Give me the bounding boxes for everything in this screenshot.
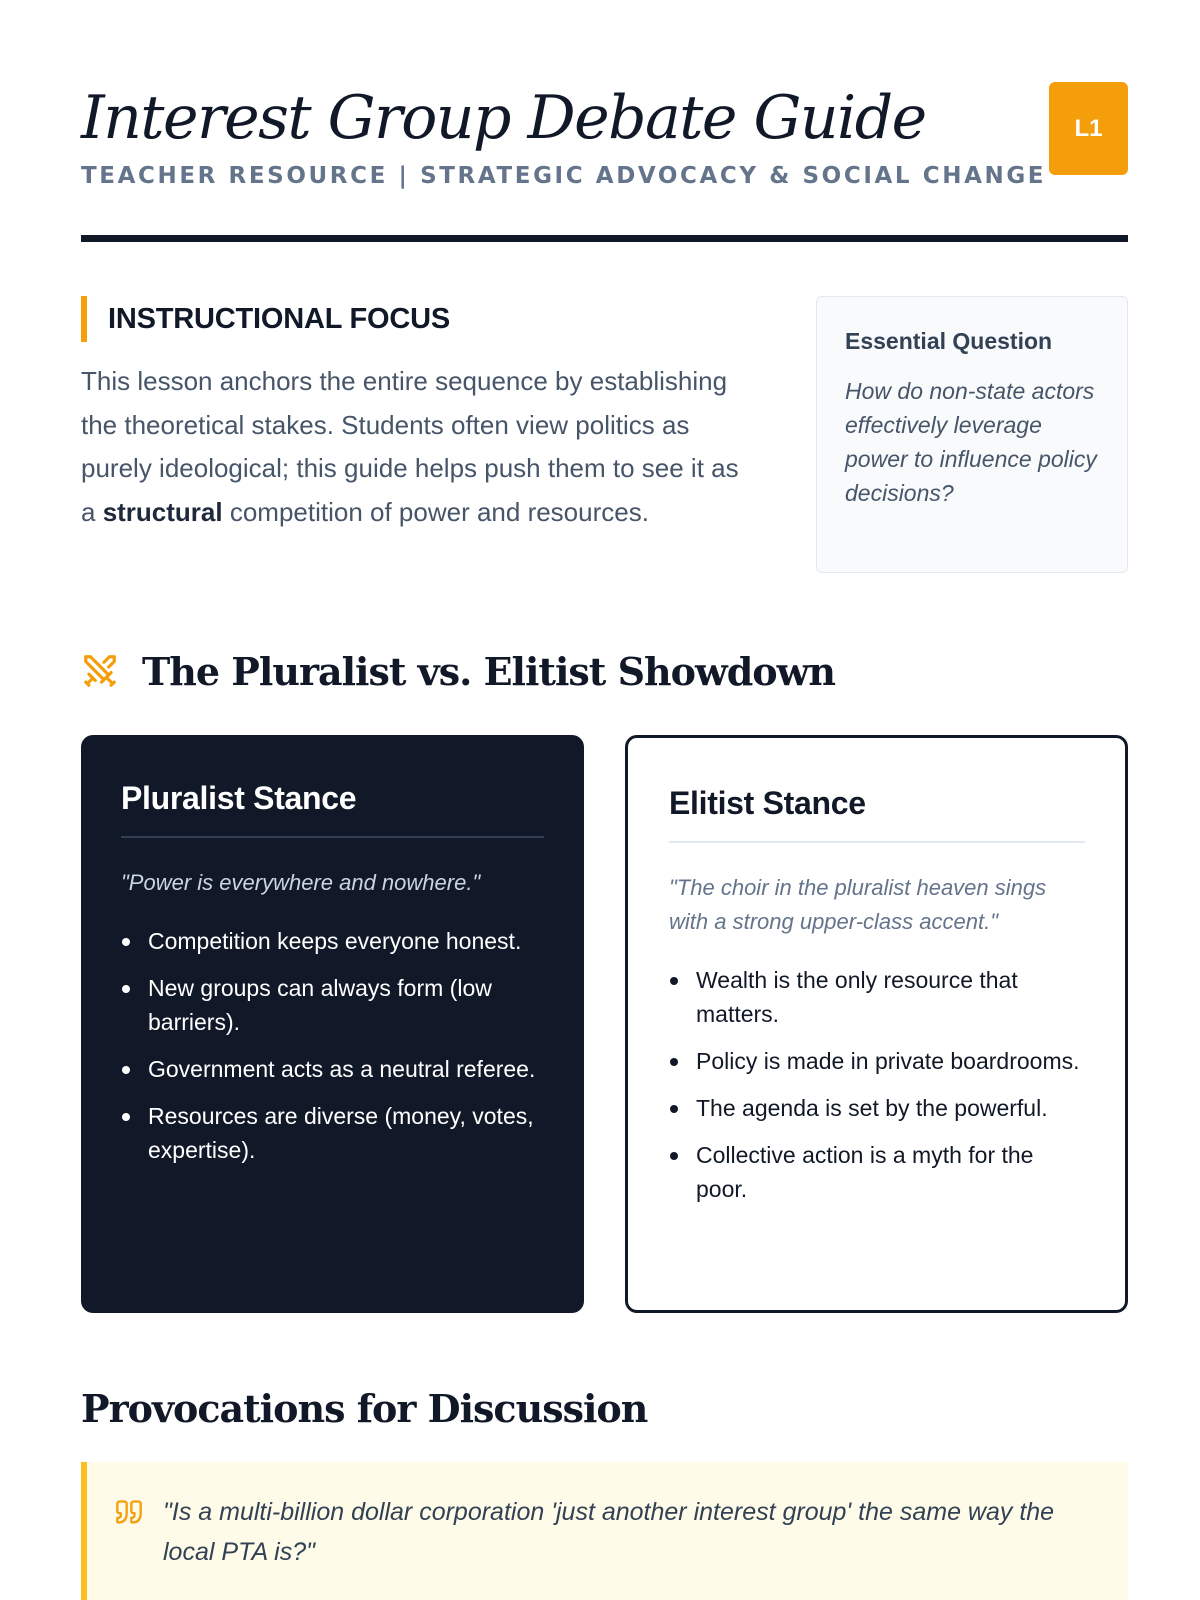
list-item: Government acts as a neutral referee. — [121, 1052, 544, 1086]
essential-question-title: Essential Question — [845, 328, 1053, 354]
showdown-heading — [81, 643, 835, 699]
elitist-title: Elitist Stance — [669, 785, 866, 821]
essential-question-card — [816, 296, 1128, 573]
focus-heading — [81, 296, 741, 342]
list-item: Wealth is the only resource that matters. — [669, 963, 1085, 1031]
pluralist-stance-card — [81, 735, 584, 1313]
quote-icon — [115, 1498, 143, 1526]
focus-body-end: competition of power and resources. — [222, 496, 649, 527]
provocation-callout — [81, 1462, 1128, 1600]
focus-body-emphasis: structural — [102, 496, 223, 527]
header-divider — [81, 235, 1128, 242]
crossed-swords-icon — [81, 652, 119, 690]
essential-question-text: How do non-state actors effectively leverage power to influence policy decisions? — [845, 378, 1097, 506]
showdown-title: The Pluralist vs. Elitist Showdown — [142, 648, 835, 694]
lesson-badge: L1 — [1049, 82, 1128, 175]
pluralist-divider — [121, 836, 544, 838]
list-item: Resources are diverse (money, votes, expertise). — [121, 1099, 544, 1167]
focus-accent-bar — [81, 296, 87, 342]
page-header — [81, 82, 1128, 242]
elitist-points — [669, 963, 1085, 1206]
lesson-page — [81, 0, 1128, 1600]
elitist-divider — [669, 841, 1085, 843]
list-item: Competition keeps everyone honest. — [121, 924, 544, 958]
instructional-focus — [81, 296, 741, 534]
list-item: The agenda is set by the powerful. — [669, 1091, 1085, 1125]
pluralist-points — [121, 924, 544, 1167]
provocations-title: Provocations for Discussion — [81, 1386, 648, 1431]
focus-body-start: This lesson anchors the entire sequence by establishing the theoretical stakes. Students often view politics as purely ideological; this guide helps push them to see it as a — [81, 366, 739, 527]
focus-title: INSTRUCTIONAL FOCUS — [108, 302, 451, 335]
list-item: New groups can always form (low barriers). — [121, 971, 544, 1039]
pluralist-title: Pluralist Stance — [121, 780, 357, 816]
pluralist-quote: "Power is everywhere and nowhere." — [121, 869, 481, 895]
elitist-stance-card — [625, 735, 1128, 1313]
provocation-question: "Is a multi-billion dollar corporation 'just another interest group' the same way the local PTA is?" — [163, 1498, 1055, 1566]
focus-body — [81, 360, 741, 534]
elitist-quote: "The choir in the pluralist heaven sings with a strong upper-class accent." — [669, 874, 1047, 934]
list-item: Policy is made in private boardrooms. — [669, 1044, 1085, 1078]
page-title: Interest Group Debate Guide — [81, 83, 926, 153]
page-subtitle: TEACHER RESOURCE | STRATEGIC ADVOCACY & SOCIAL CHANGE — [81, 163, 1047, 189]
list-item: Collective action is a myth for the poor. — [669, 1138, 1085, 1206]
